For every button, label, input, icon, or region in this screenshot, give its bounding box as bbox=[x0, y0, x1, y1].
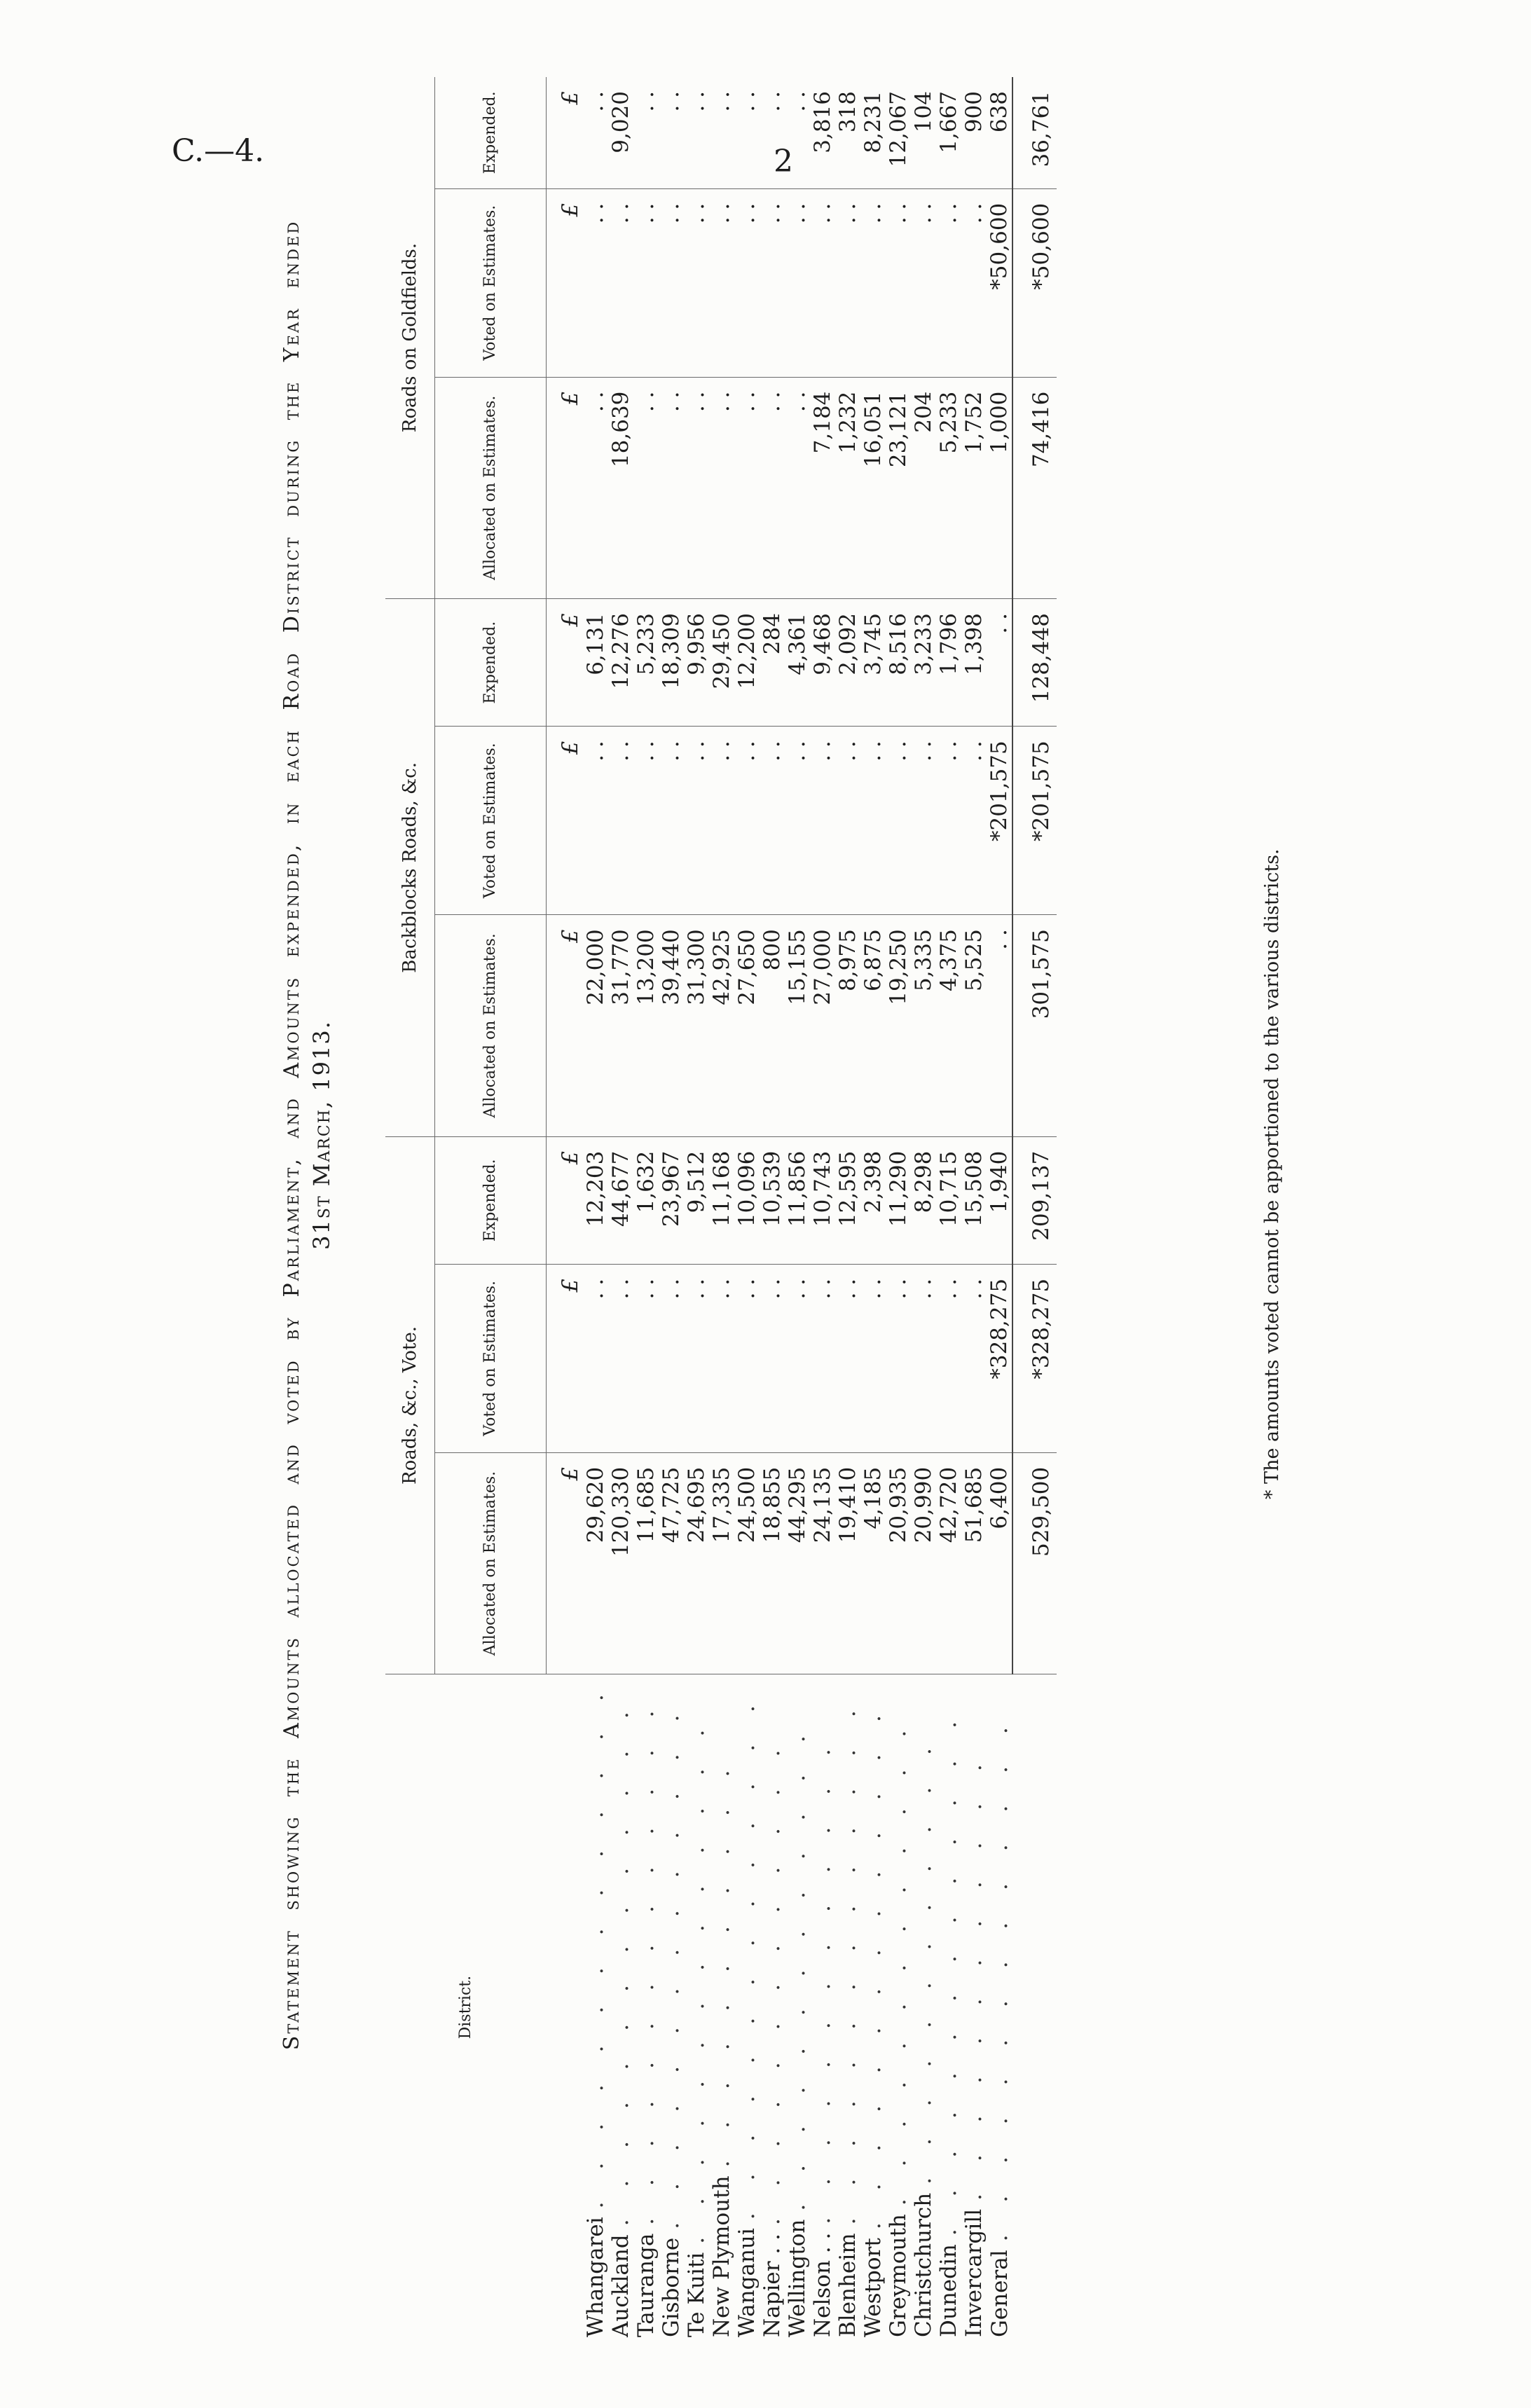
district-cell bbox=[987, 1674, 1012, 2340]
value-cell: . . bbox=[734, 377, 760, 598]
district-name: Tauranga bbox=[633, 2233, 659, 2337]
value-cell: 1,632 bbox=[633, 1136, 659, 1264]
value-cell: . . bbox=[785, 377, 810, 598]
leader-dots: . . . . . . . . . . . . . bbox=[785, 1723, 810, 2211]
value-cell: 8,231 bbox=[860, 91, 886, 153]
value-cell: . . bbox=[760, 188, 785, 377]
value-cell: 2,398 bbox=[860, 1136, 886, 1264]
district-header: District. bbox=[385, 1674, 547, 2340]
document-reference: C.—4. bbox=[172, 133, 265, 169]
value-cell: . . bbox=[583, 727, 608, 915]
value-cell: . . bbox=[734, 727, 760, 915]
district-name: Nelson . . bbox=[810, 2232, 835, 2337]
subheader-cell: Allocated on Estimates. bbox=[435, 1452, 547, 1674]
group-header-roads-vote: Roads, &c., Vote. bbox=[385, 1136, 435, 1674]
leader-dots: . . . . . . . . . . . . . bbox=[886, 1717, 911, 2206]
district-cell bbox=[734, 1674, 760, 2340]
value-cell: 8,516 bbox=[886, 599, 911, 727]
footnote: * The amounts voted cannot be apportioned to the various districts. bbox=[1261, 848, 1283, 1499]
district-cell bbox=[860, 1674, 886, 2340]
value-cell: . . bbox=[886, 1264, 911, 1452]
subheader-cell: Voted on Estimates. bbox=[435, 1264, 547, 1452]
district-name: Auckland bbox=[608, 2234, 633, 2337]
leader-dots: . . . . . . . . . . . . . . bbox=[583, 1681, 608, 2209]
district-cell bbox=[785, 1674, 810, 2340]
leader-dots: . . . . . . . . . . . . . . bbox=[633, 1698, 659, 2225]
district-name: Napier . . bbox=[760, 2234, 785, 2337]
district-cell bbox=[608, 1674, 633, 2340]
district-name: General bbox=[987, 2250, 1012, 2337]
value-cell: . . bbox=[734, 91, 760, 112]
value-cell: . . bbox=[886, 188, 911, 377]
value-cell: 284 bbox=[760, 599, 785, 727]
value-cell: 31,770 bbox=[608, 915, 633, 1136]
total-cell: 301,575 bbox=[1012, 915, 1057, 1136]
value-cell: . . bbox=[633, 377, 659, 598]
leader-dots: . . . . . . . . . . . . . . bbox=[936, 1709, 961, 2236]
district-name: Dunedin bbox=[936, 2244, 961, 2337]
value-cell: 19,250 bbox=[886, 915, 911, 1136]
subheader-cell: Expended. bbox=[435, 599, 547, 727]
value-cell: 800 bbox=[760, 915, 785, 1136]
value-cell: . . bbox=[709, 91, 734, 112]
value-cell: . . bbox=[633, 727, 659, 915]
value-cell: . . bbox=[860, 727, 886, 915]
value-cell: 22,000 bbox=[583, 915, 608, 1136]
value-cell: . . bbox=[608, 188, 633, 377]
value-cell: 5,335 bbox=[911, 915, 936, 1136]
value-cell: . . bbox=[608, 727, 633, 915]
leader-dots: . . . . . . . . . . . . . bbox=[760, 1737, 785, 2226]
value-cell: . . bbox=[659, 727, 684, 915]
value-cell: . . bbox=[709, 188, 734, 377]
table-row bbox=[633, 77, 659, 2340]
table-row bbox=[608, 77, 633, 2340]
district-cell bbox=[810, 1674, 835, 2340]
value-cell: 204 bbox=[911, 377, 936, 598]
value-cell: . . bbox=[684, 188, 709, 377]
value-cell: 4,375 bbox=[936, 915, 961, 1136]
total-cell: *201,575 bbox=[1012, 727, 1057, 915]
unit-symbol: £ bbox=[547, 1264, 584, 1452]
value-cell: 638 bbox=[987, 91, 1012, 133]
subheader-cell: Expended. bbox=[435, 1136, 547, 1264]
value-cell: . . bbox=[583, 188, 608, 377]
value-cell: 8,975 bbox=[835, 915, 860, 1136]
group-header-backblocks: Backblocks Roads, &c. bbox=[385, 599, 435, 1137]
district-cell bbox=[684, 1674, 709, 2340]
district-cell bbox=[709, 1674, 734, 2340]
value-cell: . . bbox=[583, 91, 608, 112]
table-row bbox=[734, 77, 760, 2340]
subheader-cell: Voted on Estimates. bbox=[435, 727, 547, 915]
district-name: Whangarei bbox=[583, 2217, 608, 2337]
value-cell: . . bbox=[659, 1264, 684, 1452]
statement-title: Statement showing the Amounts allocated and voted by Parliament, and Amounts expended, in each Road District during the Year ended bbox=[280, 219, 304, 2051]
value-cell: 15,508 bbox=[961, 1136, 987, 1264]
value-cell: 18,309 bbox=[659, 599, 684, 727]
value-cell: . . bbox=[961, 188, 987, 377]
value-cell: . . bbox=[659, 188, 684, 377]
value-cell: 20,990 bbox=[911, 1452, 936, 1674]
value-cell: . . bbox=[709, 1264, 734, 1452]
district-name: Wanganui bbox=[734, 2228, 760, 2337]
value-cell: 10,539 bbox=[760, 1136, 785, 1264]
district-name: Christchurch bbox=[911, 2192, 936, 2337]
value-cell: . . bbox=[659, 91, 684, 112]
value-cell: . . bbox=[810, 1264, 835, 1452]
unit-symbol: £ bbox=[547, 599, 584, 727]
district-cell bbox=[633, 1674, 659, 2340]
value-cell: 104 bbox=[911, 91, 936, 133]
value-cell: . . bbox=[760, 1264, 785, 1452]
subheader-cell: Expended. bbox=[435, 77, 547, 188]
value-cell: . . bbox=[633, 1264, 659, 1452]
district-name: Wellington bbox=[785, 2219, 810, 2337]
table-row bbox=[835, 77, 860, 2340]
value-cell: 39,440 bbox=[659, 915, 684, 1136]
value-cell: . . bbox=[936, 1264, 961, 1452]
value-cell: 5,233 bbox=[633, 599, 659, 727]
value-cell: . . bbox=[835, 188, 860, 377]
table-body bbox=[547, 77, 1057, 2340]
total-cell: 529,500 bbox=[1012, 1452, 1057, 1674]
title-block bbox=[277, 0, 336, 2340]
value-cell: 1,232 bbox=[835, 377, 860, 598]
value-cell: 12,200 bbox=[734, 599, 760, 727]
value-cell: . . bbox=[785, 1264, 810, 1452]
value-cell: . . bbox=[961, 727, 987, 915]
value-cell: 15,155 bbox=[785, 915, 810, 1136]
unit-symbol: £ bbox=[558, 91, 583, 105]
value-cell: 11,168 bbox=[709, 1136, 734, 1264]
value-cell: . . bbox=[835, 727, 860, 915]
leader-dots: . . . . . . . . . . . . . . bbox=[734, 1693, 760, 2220]
value-cell: 3,745 bbox=[860, 599, 886, 727]
value-cell: 12,203 bbox=[583, 1136, 608, 1264]
value-cell: 11,290 bbox=[886, 1136, 911, 1264]
value-cell: 7,184 bbox=[810, 377, 835, 598]
value-cell: 120,330 bbox=[608, 1452, 633, 1674]
district-name: New Plymouth bbox=[709, 2175, 734, 2337]
value-cell: . . bbox=[810, 188, 835, 377]
leader-dots: . . . . . . . . . . . . . . bbox=[659, 1702, 684, 2229]
district-cell bbox=[583, 1674, 608, 2340]
value-cell: 318 bbox=[835, 91, 860, 133]
value-cell: 27,000 bbox=[810, 915, 835, 1136]
value-cell: 1,667 bbox=[936, 91, 961, 153]
district-name: Greymouth bbox=[886, 2214, 911, 2337]
district-cell bbox=[961, 1674, 987, 2340]
value-cell: . . bbox=[760, 377, 785, 598]
value-cell: 2,092 bbox=[835, 599, 860, 727]
value-cell: . . bbox=[911, 188, 936, 377]
value-cell: 11,856 bbox=[785, 1136, 810, 1264]
leader-dots: . . . . . . . . . . . . . . bbox=[684, 1716, 709, 2244]
district-name: Gisborne bbox=[659, 2237, 684, 2337]
value-cell: . . bbox=[760, 91, 785, 112]
value-cell: 1,796 bbox=[936, 599, 961, 727]
value-cell: 3,233 bbox=[911, 599, 936, 727]
leader-dots: . . . . . . . . . . . . . . bbox=[608, 1699, 633, 2227]
unit-symbol: £ bbox=[547, 188, 584, 377]
value-cell: 1,398 bbox=[961, 599, 987, 727]
value-cell: 31,300 bbox=[684, 915, 709, 1136]
value-cell: 44,295 bbox=[785, 1452, 810, 1674]
value-cell: 44,677 bbox=[608, 1136, 633, 1264]
value-cell: 23,967 bbox=[659, 1136, 684, 1264]
table-row bbox=[987, 77, 1012, 2340]
value-cell: . . bbox=[860, 1264, 886, 1452]
value-cell: . . bbox=[860, 188, 886, 377]
leader-dots: . . . . . . . . . . . . bbox=[911, 1735, 936, 2185]
subheader-cell: Allocated on Estimates. bbox=[435, 377, 547, 598]
value-cell: . . bbox=[633, 91, 659, 112]
leader-dots: . . . . . . . . . . . bbox=[709, 1757, 734, 2168]
value-cell: 12,067 bbox=[886, 91, 911, 167]
value-cell: . . bbox=[835, 1264, 860, 1452]
value-cell: 19,410 bbox=[835, 1452, 860, 1674]
value-cell: 18,639 bbox=[608, 377, 633, 598]
unit-symbol: £ bbox=[547, 915, 584, 1136]
table-row bbox=[709, 77, 734, 2340]
value-cell: 42,720 bbox=[936, 1452, 961, 1674]
value-cell: . . bbox=[785, 727, 810, 915]
value-cell: 1,752 bbox=[961, 377, 987, 598]
unit-row-blank bbox=[547, 1674, 584, 2340]
table-row bbox=[684, 77, 709, 2340]
value-cell: . . bbox=[659, 377, 684, 598]
value-cell: 10,715 bbox=[936, 1136, 961, 1264]
value-cell: 4,185 bbox=[860, 1452, 886, 1674]
value-cell: . . bbox=[987, 915, 1012, 1136]
subheader-cell: Allocated on Estimates. bbox=[435, 915, 547, 1136]
value-cell: . . bbox=[684, 91, 709, 112]
district-name: Invercargill bbox=[961, 2208, 987, 2337]
value-cell: 24,695 bbox=[684, 1452, 709, 1674]
value-cell: . . bbox=[684, 1264, 709, 1452]
value-cell: . . bbox=[709, 727, 734, 915]
unit-symbol: £ bbox=[547, 727, 584, 915]
value-cell: 27,650 bbox=[734, 915, 760, 1136]
value-cell: 10,096 bbox=[734, 1136, 760, 1264]
value-cell: 18,855 bbox=[760, 1452, 785, 1674]
unit-symbol: £ bbox=[547, 1136, 584, 1264]
leader-dots: . . . . . . . . . . . . . . bbox=[987, 1714, 1012, 2242]
value-cell: . . bbox=[785, 188, 810, 377]
value-cell: 3,816 bbox=[810, 91, 835, 153]
table-row bbox=[583, 77, 608, 2340]
value-cell: 42,925 bbox=[709, 915, 734, 1136]
total-cell: *328,275 bbox=[1012, 1264, 1057, 1452]
district-name: Westport bbox=[860, 2238, 886, 2337]
value-cell: 23,121 bbox=[886, 377, 911, 598]
table-row bbox=[760, 77, 785, 2340]
value-cell: 4,361 bbox=[785, 599, 810, 727]
value-cell: . . bbox=[911, 1264, 936, 1452]
value-cell: 9,020 bbox=[608, 91, 633, 153]
total-cell: 74,416 bbox=[1012, 377, 1057, 598]
table-row bbox=[810, 77, 835, 2340]
value-cell: *50,600 bbox=[987, 188, 1012, 377]
value-cell: 9,468 bbox=[810, 599, 835, 727]
value-cell: 10,743 bbox=[810, 1136, 835, 1264]
totals-blank bbox=[1012, 1674, 1057, 2340]
value-cell: 1,940 bbox=[987, 1136, 1012, 1264]
table-row bbox=[961, 77, 987, 2340]
value-cell: 24,500 bbox=[734, 1452, 760, 1674]
value-cell: 24,135 bbox=[810, 1452, 835, 1674]
table-row bbox=[936, 77, 961, 2340]
leader-dots: . . . . . . . . . . . . . . bbox=[835, 1698, 860, 2225]
value-cell: . . bbox=[936, 188, 961, 377]
table-row bbox=[886, 77, 911, 2340]
district-cell bbox=[659, 1674, 684, 2340]
value-cell: 5,525 bbox=[961, 915, 987, 1136]
value-cell: . . bbox=[911, 727, 936, 915]
value-cell: . . bbox=[583, 1264, 608, 1452]
value-cell: 12,595 bbox=[835, 1136, 860, 1264]
rotated-content bbox=[277, 0, 1314, 2340]
leader-dots: . . . . . . . . . . . . bbox=[961, 1752, 987, 2201]
totals-row bbox=[1012, 77, 1057, 2340]
value-cell: . . bbox=[583, 377, 608, 598]
value-cell: . . bbox=[633, 188, 659, 377]
unit-symbol: £ bbox=[547, 377, 584, 598]
value-cell: 51,685 bbox=[961, 1452, 987, 1674]
value-cell: 1,000 bbox=[987, 377, 1012, 598]
leader-dots: . . . . . . . . . . . . . . bbox=[860, 1702, 886, 2230]
value-cell: 6,875 bbox=[860, 915, 886, 1136]
table-row bbox=[860, 77, 886, 2340]
leader-dots: . . . . . . . . . . . . . bbox=[810, 1736, 835, 2224]
value-cell: *201,575 bbox=[987, 727, 1012, 915]
statement-date: 31st March, 1913. bbox=[308, 1020, 335, 1250]
value-cell: 900 bbox=[961, 91, 987, 133]
unit-symbol: £ bbox=[547, 1452, 584, 1674]
value-cell: 5,233 bbox=[936, 377, 961, 598]
value-cell: 6,400 bbox=[987, 1452, 1012, 1674]
district-cell bbox=[911, 1674, 936, 2340]
district-cell bbox=[936, 1674, 961, 2340]
value-cell: 20,935 bbox=[886, 1452, 911, 1674]
road-district-table bbox=[385, 77, 1057, 2340]
value-cell: . . bbox=[886, 727, 911, 915]
district-name: Te Kuiti bbox=[684, 2252, 709, 2337]
value-cell: 8,298 bbox=[911, 1136, 936, 1264]
total-cell: *50,600 bbox=[1012, 188, 1057, 377]
value-cell: 6,131 bbox=[583, 599, 608, 727]
value-cell: . . bbox=[608, 1264, 633, 1452]
value-cell: . . bbox=[785, 91, 810, 112]
value-cell: . . bbox=[810, 727, 835, 915]
value-cell: 11,685 bbox=[633, 1452, 659, 1674]
unit-row bbox=[547, 77, 584, 2340]
value-cell: . . bbox=[734, 188, 760, 377]
value-cell: . . bbox=[684, 727, 709, 915]
district-cell bbox=[835, 1674, 860, 2340]
value-cell: 16,051 bbox=[860, 377, 886, 598]
value-cell: 9,512 bbox=[684, 1136, 709, 1264]
value-cell: . . bbox=[709, 377, 734, 598]
group-header-goldfields: Roads on Goldfields. bbox=[385, 77, 435, 599]
subheader-cell: Voted on Estimates. bbox=[435, 188, 547, 377]
total-cell: 36,761 bbox=[1012, 77, 1057, 188]
table-row bbox=[785, 77, 810, 2340]
value-cell: 47,725 bbox=[659, 1452, 684, 1674]
value-cell: 17,335 bbox=[709, 1452, 734, 1674]
value-cell: . . bbox=[684, 377, 709, 598]
value-cell: 12,276 bbox=[608, 599, 633, 727]
value-cell: 29,620 bbox=[583, 1452, 608, 1674]
value-cell: . . bbox=[760, 727, 785, 915]
page-number: 2 bbox=[774, 144, 793, 179]
total-cell: 209,137 bbox=[1012, 1136, 1057, 1264]
value-cell: *328,275 bbox=[987, 1264, 1012, 1452]
value-cell: 29,450 bbox=[709, 599, 734, 727]
total-cell: 128,448 bbox=[1012, 599, 1057, 727]
table-row bbox=[659, 77, 684, 2340]
district-cell bbox=[886, 1674, 911, 2340]
value-cell: 13,200 bbox=[633, 915, 659, 1136]
district-cell bbox=[760, 1674, 785, 2340]
value-cell: . . bbox=[987, 599, 1012, 727]
table-row bbox=[911, 77, 936, 2340]
value-cell: . . bbox=[961, 1264, 987, 1452]
value-cell: 9,956 bbox=[684, 599, 709, 727]
value-cell: . . bbox=[936, 727, 961, 915]
value-cell: . . bbox=[734, 1264, 760, 1452]
district-name: Blenheim bbox=[835, 2233, 860, 2337]
